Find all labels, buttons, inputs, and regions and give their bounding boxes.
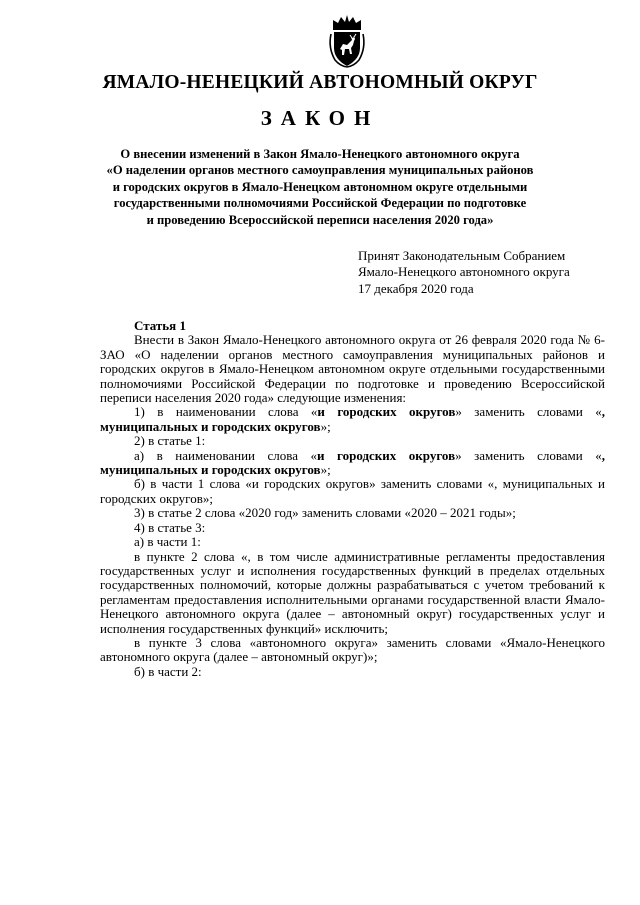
article-item: 3) в статье 2 слова «2020 год» заменить словами «2020 – 2021 годы»; xyxy=(134,505,516,521)
article-item: 2) в статье 1: xyxy=(134,433,206,449)
article-heading: Статья 1 xyxy=(134,318,186,333)
law-subject xyxy=(80,146,560,228)
subject-line: и проведению Всероссийской переписи населения 2020 года» xyxy=(146,212,494,227)
article-item: а) в наименовании слова «и городских округов» заменить словами «, муниципальных и городских округов»; xyxy=(100,447,606,478)
article-item: в пункте 2 слова «, в том числе административные регламенты предоставления государственных услуг и исполнения государственных функций в пределах отдельных государственных полномочий, которые должны разрабатываться с учетом требований к регламентам предоставления исполнительными органами государственной власти Ямало-Ненецкого автономного округа (далее – автономный округ) государственных услуг и исполнения государственных функций» исключить; xyxy=(100,548,605,636)
adoption-date: 17 декабря 2020 года xyxy=(358,280,474,296)
article-item: а) в части 1: xyxy=(134,534,201,550)
article-item: в пункте 3 слова «автономного округа» заменить словами «Ямало-Ненецкого автономного округа (далее – автономный округ)»; xyxy=(100,634,605,665)
adoption-note xyxy=(358,248,570,297)
subject-line: «О наделении органов местного самоуправления муниципальных районов xyxy=(106,163,534,178)
coat-of-arms-icon xyxy=(325,14,369,68)
subject-line: и городских округов в Ямало-Ненецком автономном округе отдельными xyxy=(112,179,528,194)
adoption-line: Принят Законодательным Собранием xyxy=(358,248,566,263)
article-item: 1) в наименовании слова «и городских округов» заменить словами «, муниципальных и городских округов»; xyxy=(100,404,605,434)
article-body xyxy=(100,319,605,679)
subject-line: государственными полномочиями Российской Федерации по подготовке xyxy=(113,196,527,211)
article-intro: Внести в Закон Ямало-Ненецкого автономного округа от 26 февраля 2020 года № 6-ЗАО «О наделении органов местного самоуправления муниципальных районов и городских округов в Ямало-Ненецком автономном округе отдельными государственными полномочиями Российской Федерации по подготовке и проведению Всероссийской переписи населения 2020 года» следующие изменения: xyxy=(100,332,605,406)
adoption-line: Ямало-Ненецкого автономного округа xyxy=(358,264,570,280)
article-item: б) в части 2: xyxy=(134,663,202,679)
region-title: ЯМАЛО-НЕНЕЦКИЙ АВТОНОМНЫЙ ОКРУГ xyxy=(102,72,538,93)
article-item: 4) в статье 3: xyxy=(134,519,206,535)
article-item: б) в части 1 слова «и городских округов» заменить словами «, муниципальных и городских округов»; xyxy=(100,476,605,506)
document-type: ЗАКОН xyxy=(260,106,380,130)
subject-line: О внесении изменений в Закон Ямало-Ненецкого автономного округа xyxy=(120,147,520,161)
